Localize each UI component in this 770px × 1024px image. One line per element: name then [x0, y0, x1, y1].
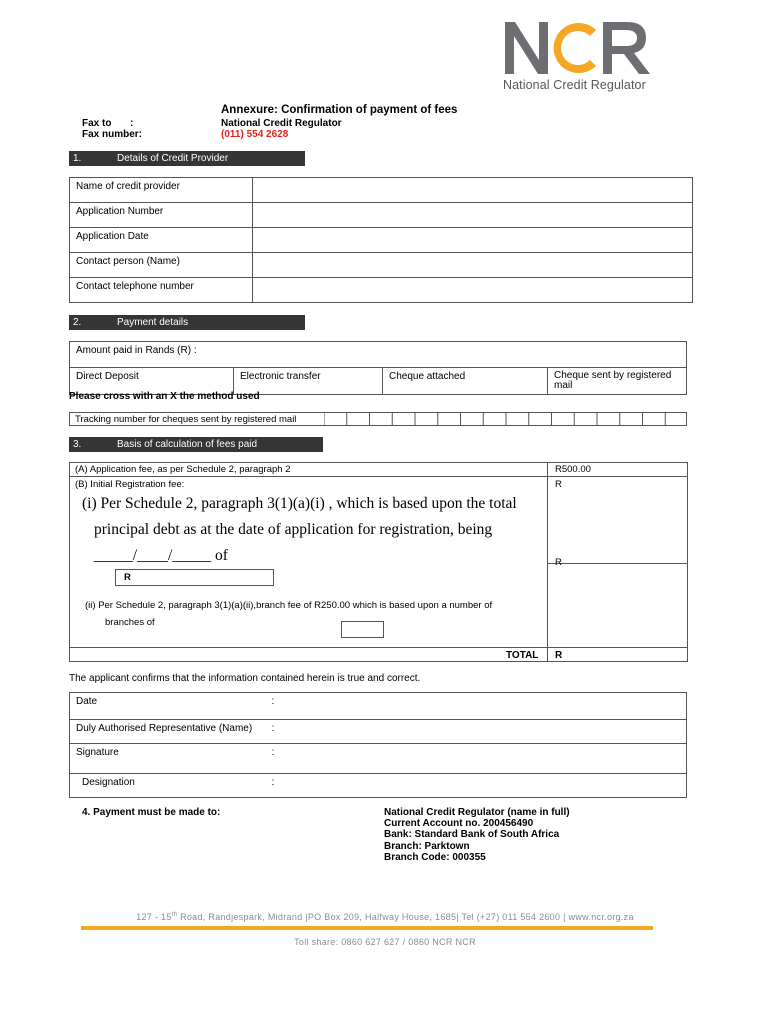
- logo-subtitle: National Credit Regulator: [503, 78, 646, 92]
- application-number-label: Application Number: [70, 203, 253, 228]
- application-fee-label: (A) Application fee, as per Schedule 2, paragraph 2: [75, 464, 291, 475]
- section-3-title: Basis of calculation of fees paid: [117, 439, 258, 450]
- designation-field[interactable]: :: [266, 774, 687, 798]
- fax-to-value: National Credit Regulator: [221, 118, 342, 129]
- confirmation-table: [69, 692, 687, 798]
- signature-label: Signature: [70, 744, 266, 774]
- section-1-header: [69, 151, 305, 166]
- section-2-number: 2.: [73, 317, 82, 328]
- principal-debt-currency: R: [124, 572, 131, 583]
- method-cheque-attached[interactable]: Cheque attached: [383, 368, 548, 395]
- credit-provider-name-field[interactable]: [253, 178, 693, 203]
- bank-branch-code: Branch Code: 000355: [384, 851, 486, 863]
- schedule-ii-line2: branches of: [105, 617, 155, 628]
- tracking-number-cells[interactable]: [324, 412, 688, 426]
- fax-number-label: Fax number:: [82, 129, 143, 140]
- representative-label: Duly Authorised Representative (Name): [70, 720, 266, 744]
- bank-details: [384, 807, 570, 863]
- signature-field[interactable]: :: [266, 744, 687, 774]
- fax-to-label: Fax to: [82, 118, 112, 129]
- principal-debt-input[interactable]: [115, 569, 274, 586]
- footer-address-rest: Road, Randjespark, Midrand |PO Box 209, Halfway House, 1685| Tel (+27) 011 554 2600 |: [177, 912, 569, 922]
- tracking-number-label: Tracking number for cheques sent by registered mail: [75, 414, 297, 425]
- credit-provider-name-label: Name of credit provider: [70, 178, 253, 203]
- confirmation-statement: The applicant confirms that the information contained herein is true and correct.: [69, 673, 421, 684]
- credit-provider-table: [69, 177, 693, 303]
- section-2-title: Payment details: [117, 317, 189, 328]
- fax-number-value: (011) 554 2628: [221, 129, 289, 140]
- total-value: R: [555, 650, 563, 661]
- application-fee-value: R500.00: [555, 464, 591, 475]
- fee-total-divider: [70, 647, 687, 648]
- fee-row-divider: [70, 476, 687, 477]
- bank-account-number: Current Account no. 200456490: [384, 818, 534, 830]
- contact-telephone-field[interactable]: [253, 278, 693, 303]
- registration-fee-label: (B) Initial Registration fee:: [75, 479, 185, 490]
- section-3-header: [69, 437, 323, 452]
- schedule-i-line3: _____/____/_____ of: [94, 547, 228, 564]
- document-title: Annexure: Confirmation of payment of fees: [221, 104, 458, 116]
- application-number-field[interactable]: [253, 203, 693, 228]
- registration-fee-value: R: [555, 479, 562, 490]
- method-direct-deposit[interactable]: Direct Deposit: [70, 368, 234, 395]
- contact-telephone-label: Contact telephone number: [70, 278, 253, 303]
- footer-website-link[interactable]: www.ncr.org.za: [568, 912, 634, 922]
- application-date-field[interactable]: [253, 228, 693, 253]
- contact-person-field[interactable]: [253, 253, 693, 278]
- tracking-cell-dividers: [324, 412, 688, 426]
- branches-count-input[interactable]: [341, 621, 384, 638]
- schedule-ii-line1: (ii) Per Schedule 2, paragraph 3(1)(a)(ii),branch fee of R250.00 which is based upon a number of: [85, 600, 493, 611]
- section-1-title: Details of Credit Provider: [117, 153, 229, 164]
- fee-column-divider: [547, 463, 548, 661]
- designation-label: Designation: [70, 774, 266, 798]
- footer-address: [0, 912, 770, 922]
- fee-calculation-table: [69, 462, 688, 662]
- ncr-logo-mark: [503, 16, 658, 76]
- schedule-i-line1: (i) Per Schedule 2, paragraph 3(1)(a)(i) , which is based upon the total: [82, 495, 517, 512]
- fee-subtotal-divider: [547, 563, 687, 564]
- footer-address-sup: th: [171, 912, 178, 918]
- method-instruction: Please cross with an X the method used: [69, 391, 260, 402]
- method-electronic-transfer[interactable]: Electronic transfer: [234, 368, 383, 395]
- representative-field[interactable]: :: [266, 720, 687, 744]
- bank-account-name: National Credit Regulator (name in full): [384, 807, 570, 818]
- date-label: Date: [70, 693, 266, 720]
- application-date-label: Application Date: [70, 228, 253, 253]
- section-2-header: [69, 315, 305, 330]
- schedule-i-line2: principal debt as at the date of application for registration, being: [94, 521, 493, 538]
- section-1-number: 1.: [73, 153, 82, 164]
- fax-to-colon: :: [130, 118, 134, 129]
- tracking-number-row: [69, 412, 687, 426]
- ncr-logo: [503, 16, 658, 96]
- total-label: TOTAL: [506, 650, 539, 661]
- footer-address-start: 127 - 15: [136, 912, 172, 922]
- date-field[interactable]: :: [266, 693, 687, 720]
- footer-tollshare: Toll share: 0860 627 627 / 0860 NCR NCR: [294, 937, 476, 947]
- schedule-i-value: R: [555, 557, 562, 568]
- payment-details-table: [69, 341, 687, 395]
- contact-person-label: Contact person (Name): [70, 253, 253, 278]
- section-3-number: 3.: [73, 439, 82, 450]
- footer-divider: [81, 926, 653, 930]
- method-cheque-registered-mail[interactable]: Cheque sent by registered mail: [548, 368, 687, 395]
- payment-heading: 4. Payment must be made to:: [82, 807, 221, 818]
- amount-paid-field[interactable]: Amount paid in Rands (R) :: [70, 342, 687, 368]
- bank-branch: Branch: Parktown: [384, 840, 470, 852]
- bank-name: Bank: Standard Bank of South Africa: [384, 829, 560, 841]
